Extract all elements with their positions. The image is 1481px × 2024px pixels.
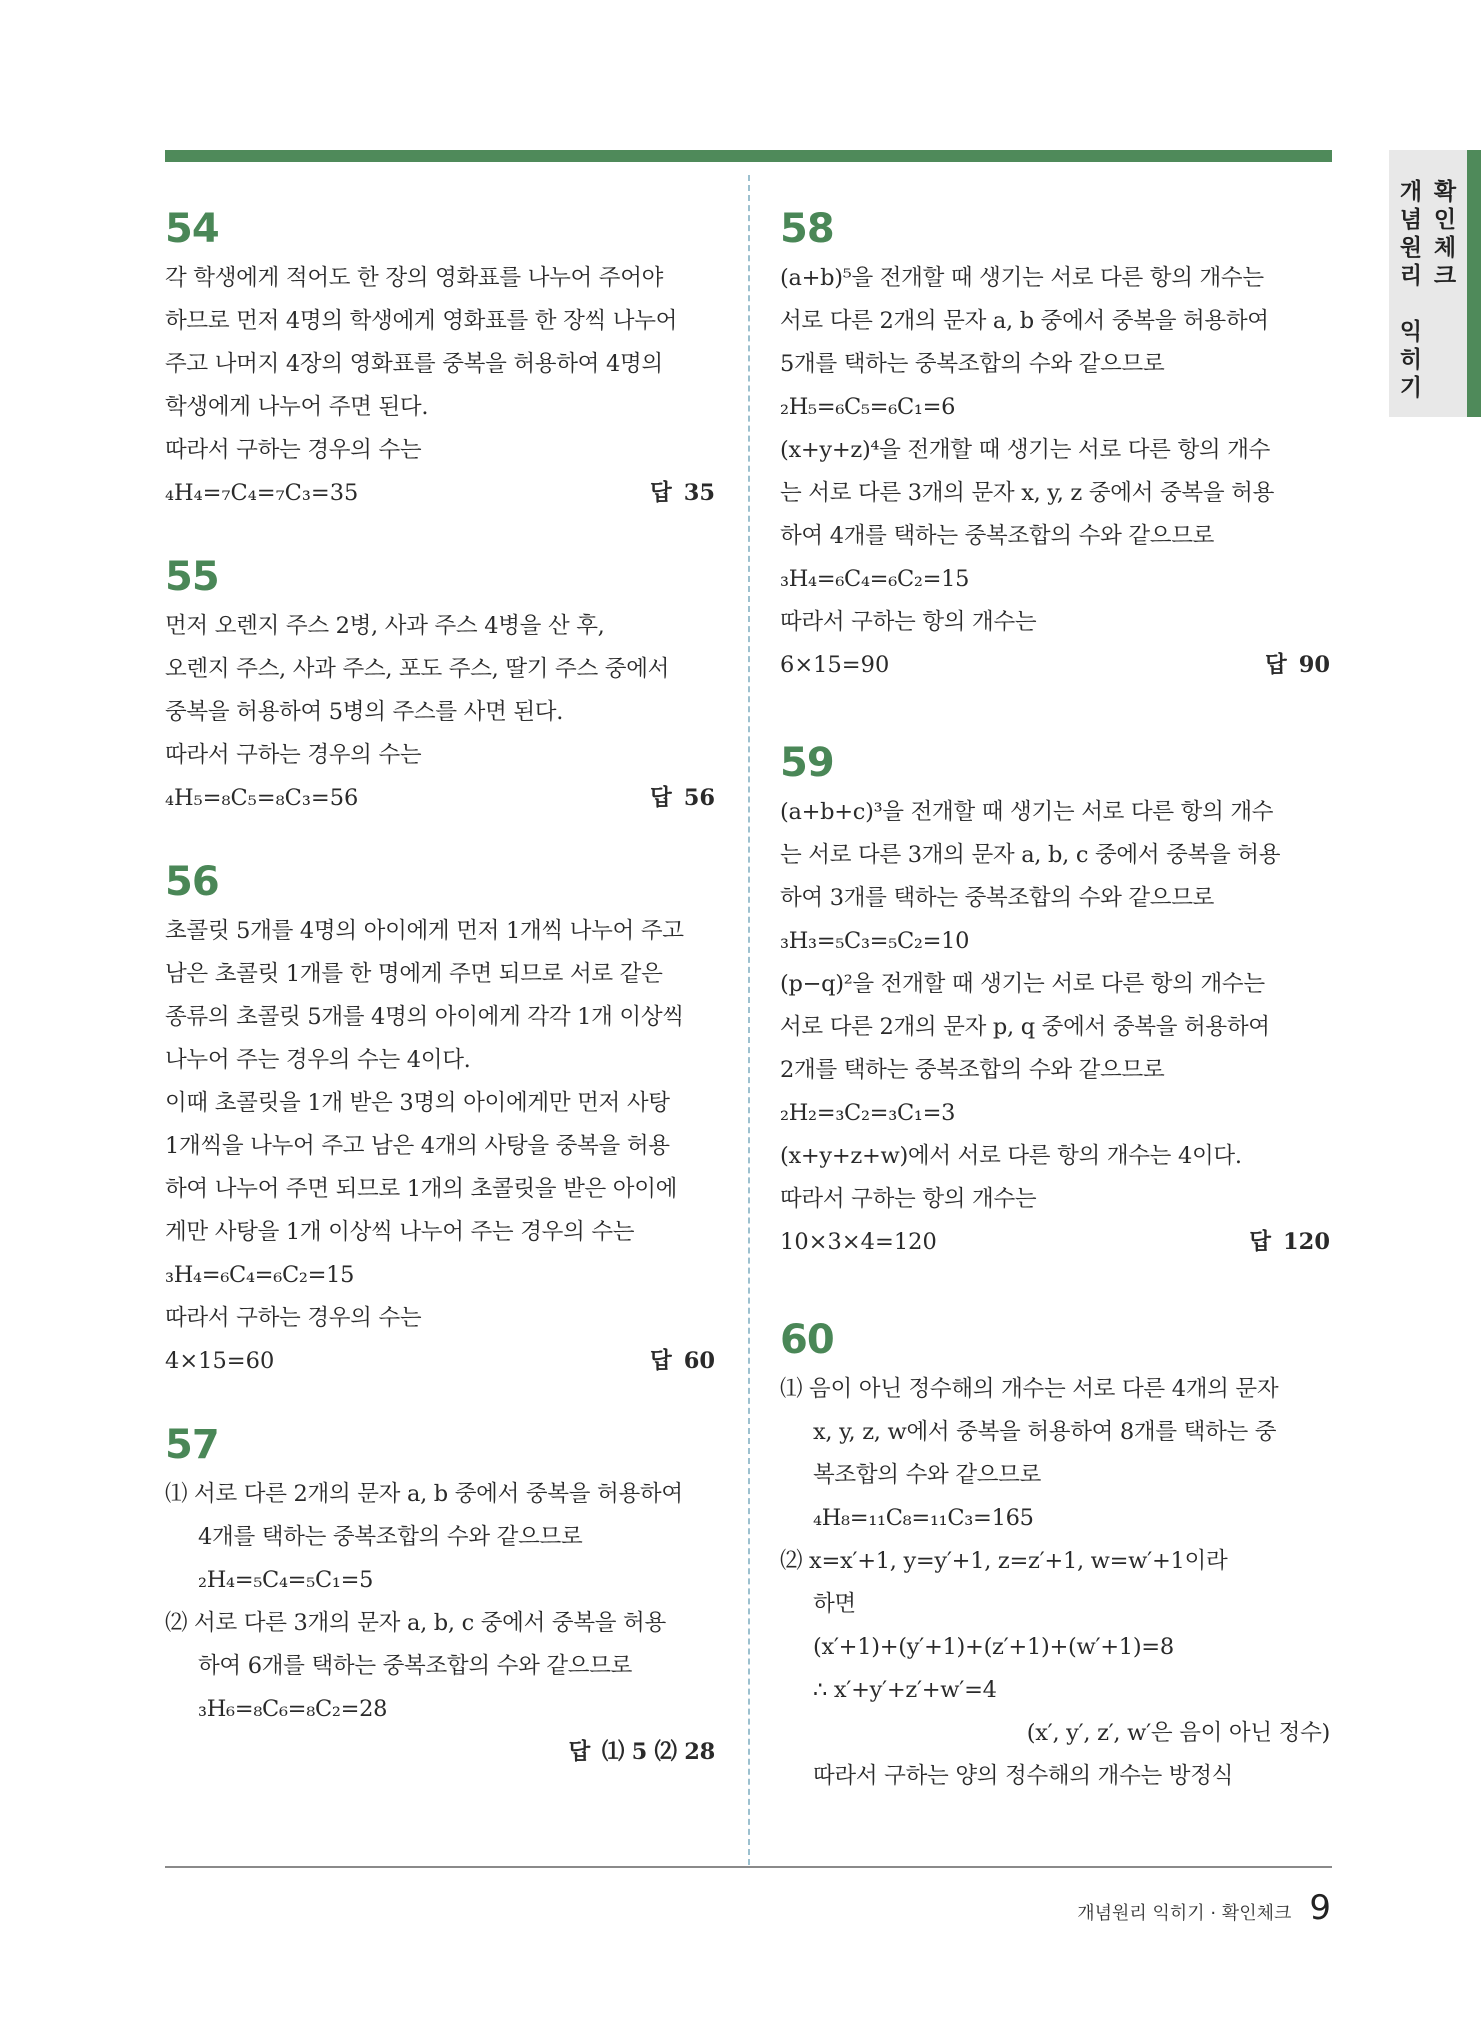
answer-label: 답 — [1249, 1229, 1272, 1255]
solution-row — [165, 472, 715, 515]
text-line: (p−q)²을 전개할 때 생기는 서로 다른 항의 개수는 — [780, 971, 1265, 997]
text-line: 중복을 허용하여 5병의 주스를 사면 된다. — [165, 699, 564, 725]
problem-number: 60 — [780, 1317, 834, 1363]
text-line: 하여 6개를 택하는 중복조합의 수와 같으므로 — [198, 1653, 633, 1679]
solution-math: ₄H₅=₈C₅=₈C₃=56 — [165, 785, 359, 811]
answer-label: 답 — [649, 480, 672, 506]
text-line: ∴ x′+y′+z′+w′=4 — [813, 1677, 997, 1703]
problem-number: 55 — [165, 554, 219, 600]
text-line: 4개를 택하는 중복조합의 수와 같으므로 — [198, 1524, 583, 1550]
text-line: 따라서 구하는 양의 정수해의 개수는 방정식 — [813, 1763, 1234, 1789]
answer-value: ⑴ 5 ⑵ 28 — [601, 1739, 715, 1765]
problem-60 — [780, 1316, 1330, 1798]
text-line: ₃H₄=₆C₄=₆C₂=15 — [165, 1262, 355, 1288]
text-line: 초콜릿 5개를 4명의 아이에게 먼저 1개씩 나누어 주고 — [165, 918, 684, 944]
text-line: 주고 나머지 4장의 영화표를 중복을 허용하여 4명의 — [165, 351, 663, 377]
solution-row — [780, 644, 1330, 687]
answer — [650, 1340, 715, 1383]
side-tab-label-1: 확 인 체 크 — [1433, 179, 1457, 289]
section-side-tab — [1389, 150, 1481, 417]
answer-label: 답 — [649, 1348, 672, 1374]
text-line: (a+b+c)³을 전개할 때 생기는 서로 다른 항의 개수 — [780, 799, 1274, 825]
text-line: x, y, z, w에서 중복을 허용하여 8개를 택하는 중 — [813, 1419, 1277, 1445]
top-rule — [165, 150, 1332, 162]
text-line: 하여 4개를 택하는 중복조합의 수와 같으므로 — [780, 523, 1215, 549]
problem-58 — [780, 205, 1330, 687]
side-tab-label-2: 개 념 원 리 익 히 기 — [1399, 179, 1423, 401]
solution-math: ₄H₄=₇C₄=₇C₃=35 — [165, 480, 359, 506]
answer-value: 90 — [1298, 652, 1330, 678]
problem-number: 59 — [780, 740, 834, 786]
answer-label: 답 — [1264, 652, 1287, 678]
text-line: 오렌지 주스, 사과 주스, 포도 주스, 딸기 주스 중에서 — [165, 656, 670, 682]
answer — [165, 1731, 715, 1774]
text-line: 서로 다른 2개의 문자 a, b 중에서 중복을 허용하여 — [780, 308, 1269, 334]
solution-math: 6×15=90 — [780, 652, 890, 678]
text-line: ⑵ 서로 다른 3개의 문자 a, b, c 중에서 중복을 허용 — [165, 1610, 666, 1636]
text-line: 따라서 구하는 항의 개수는 — [780, 609, 1037, 635]
text-line: 먼저 오렌지 주스 2병, 사과 주스 4병을 산 후, — [165, 613, 605, 639]
text-line: 각 학생에게 적어도 한 장의 영화표를 나누어 주어야 — [165, 265, 664, 291]
text-line: ₂H₅=₆C₅=₆C₁=6 — [780, 394, 956, 420]
answer-label: 답 — [568, 1739, 590, 1765]
text-line: 따라서 구하는 경우의 수는 — [165, 437, 422, 463]
text-line: ⑴ 음이 아닌 정수해의 개수는 서로 다른 4개의 문자 — [780, 1376, 1279, 1402]
answer-value: 60 — [683, 1348, 715, 1374]
answer — [1249, 1221, 1330, 1264]
text-line: 게만 사탕을 1개 이상씩 나누어 주는 경우의 수는 — [165, 1219, 635, 1245]
problem-number: 54 — [165, 206, 219, 252]
problem-56 — [165, 858, 715, 1383]
solution-row — [780, 1221, 1330, 1264]
text-line: 남은 초콜릿 1개를 한 명에게 주면 되므로 서로 같은 — [165, 961, 663, 987]
text-line: 서로 다른 2개의 문자 p, q 중에서 중복을 허용하여 — [780, 1014, 1270, 1040]
text-line: ₂H₂=₃C₂=₃C₁=3 — [780, 1100, 956, 1126]
text-line: 하여 3개를 택하는 중복조합의 수와 같으므로 — [780, 885, 1215, 911]
text-line: (x′, y′, z′, w′은 음이 아닌 정수) — [1026, 1720, 1330, 1746]
answer-value: 35 — [683, 480, 715, 506]
text-line: 하여 나누어 주면 되므로 1개의 초콜릿을 받은 아이에 — [165, 1176, 678, 1202]
text-line: 따라서 구하는 항의 개수는 — [780, 1186, 1037, 1212]
problem-number: 56 — [165, 859, 219, 905]
page-number: 9 — [1309, 1888, 1331, 1928]
text-line: (a+b)⁵을 전개할 때 생기는 서로 다른 항의 개수는 — [780, 265, 1264, 291]
text-line: (x′+1)+(y′+1)+(z′+1)+(w′+1)=8 — [813, 1634, 1174, 1660]
column-divider — [748, 175, 750, 1865]
problem-number: 58 — [780, 206, 834, 252]
answer — [650, 777, 715, 820]
text-line: 종류의 초콜릿 5개를 4명의 아이에게 각각 1개 이상씩 — [165, 1004, 684, 1030]
text-line: (x+y+z)⁴을 전개할 때 생기는 서로 다른 항의 개수 — [780, 437, 1271, 463]
text-line: (x+y+z+w)에서 서로 다른 항의 개수는 4이다. — [780, 1143, 1242, 1169]
problem-55 — [165, 553, 715, 820]
problem-number: 57 — [165, 1422, 219, 1468]
problem-54 — [165, 205, 715, 515]
text-line: 학생에게 나누어 주면 된다. — [165, 394, 429, 420]
text-line: 따라서 구하는 경우의 수는 — [165, 1305, 422, 1331]
text-line: ⑵ x=x′+1, y=y′+1, z=z′+1, w=w′+1이라 — [780, 1548, 1228, 1574]
problem-59 — [780, 739, 1330, 1264]
solution-row — [165, 1340, 715, 1383]
text-line: 하므로 먼저 4명의 학생에게 영화표를 한 장씩 나누어 — [165, 308, 678, 334]
text-line: 는 서로 다른 3개의 문자 a, b, c 중에서 중복을 허용 — [780, 842, 1281, 868]
footer-section-title: 개념원리 익히기 · 확인체크 — [1077, 1903, 1292, 1924]
text-line: ₃H₃=₅C₃=₅C₂=10 — [780, 928, 970, 954]
solution-row — [165, 777, 715, 820]
left-column — [165, 205, 715, 1812]
answer-value: 120 — [1283, 1229, 1330, 1255]
answer — [1265, 644, 1330, 687]
solution-math: 4×15=60 — [165, 1348, 275, 1374]
text-line: 복조합의 수와 같으므로 — [813, 1462, 1042, 1488]
answer-value: 56 — [683, 785, 715, 811]
text-line: 하면 — [813, 1591, 856, 1617]
text-line: ₄H₈=₁₁C₈=₁₁C₃=165 — [813, 1505, 1034, 1531]
right-column — [780, 205, 1330, 1836]
answer — [650, 472, 715, 515]
text-line: ₂H₄=₅C₄=₅C₁=5 — [198, 1567, 374, 1593]
bottom-rule — [165, 1866, 1332, 1868]
text-line: 1개씩을 나누어 주고 남은 4개의 사탕을 중복을 허용 — [165, 1133, 670, 1159]
page-footer — [1077, 1888, 1331, 1928]
text-line: 나누어 주는 경우의 수는 4이다. — [165, 1047, 471, 1073]
text-line: 따라서 구하는 경우의 수는 — [165, 742, 422, 768]
solution-math: 10×3×4=120 — [780, 1229, 937, 1255]
text-line: ⑴ 서로 다른 2개의 문자 a, b 중에서 중복을 허용하여 — [165, 1481, 683, 1507]
text-line: 2개를 택하는 중복조합의 수와 같으므로 — [780, 1057, 1165, 1083]
text-line: ₃H₄=₆C₄=₆C₂=15 — [780, 566, 970, 592]
text-line: 이때 초콜릿을 1개 받은 3명의 아이에게만 먼저 사탕 — [165, 1090, 670, 1116]
text-line: 5개를 택하는 중복조합의 수와 같으므로 — [780, 351, 1165, 377]
text-line: 는 서로 다른 3개의 문자 x, y, z 중에서 중복을 허용 — [780, 480, 1275, 506]
problem-57 — [165, 1421, 715, 1774]
answer-label: 답 — [649, 785, 672, 811]
text-line: ₃H₆=₈C₆=₈C₂=28 — [198, 1696, 388, 1722]
